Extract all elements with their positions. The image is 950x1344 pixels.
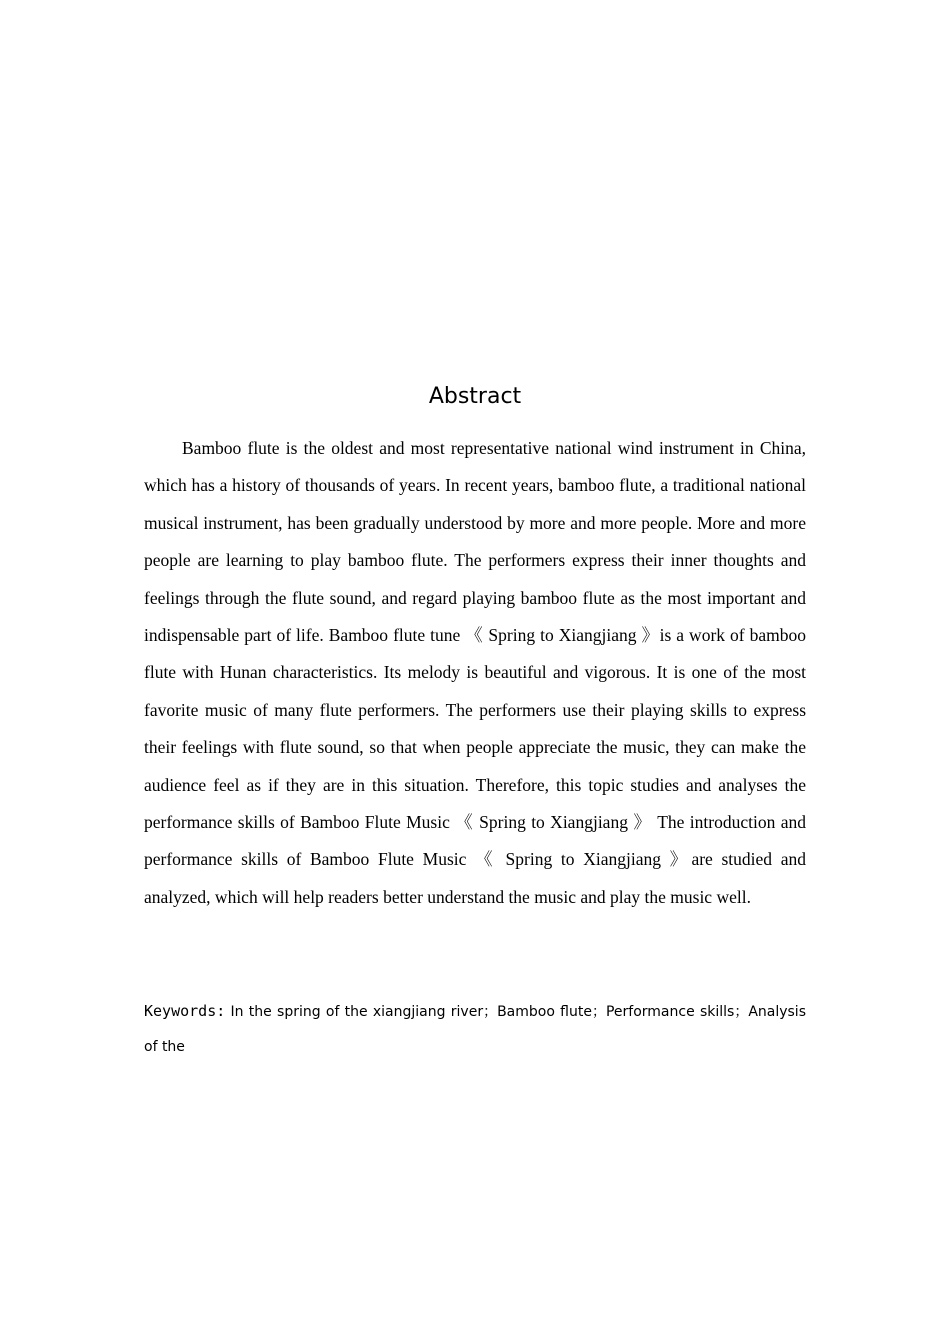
abstract-title: Abstract [428,384,522,409]
keywords-line [144,994,806,1065]
keywords-value: In the spring of the xiangjiang river；Bamboo flute；Performance skills；Analysis of the [144,1004,806,1055]
abstract-body: Bamboo flute is the oldest and most representative national wind instrument in China, which has a history of thousands of years. In recent years, bamboo flute, a traditional national musical instrument, has been gradually understood by more and more people. More and more people are learning to play bamboo flute. The performers express their inner thoughts and feelings through the flute sound, and regard playing bamboo flute as the most important and indispensable part of life. Bamboo flute tune 《 Spring to Xiangjiang 》is a work of bamboo flute with Hunan characteristics. Its melody is beautiful and vigorous. It is one of the most favorite music of many flute performers. The performers use their playing skills to express their feelings with flute sound, so that when people appreciate the music, they can make the audience feel as if they are in this situation. Therefore, this topic studies and analyses the performance skills of Bamboo Flute Music 《 Spring to Xiangjiang 》 The introduction and performance skills of Bamboo Flute Music 《 Spring to Xiangjiang 》are studied and analyzed, which will help readers better understand the music and play the music well. [144,438,806,907]
keywords-label: Keywords: [144,1002,226,1020]
